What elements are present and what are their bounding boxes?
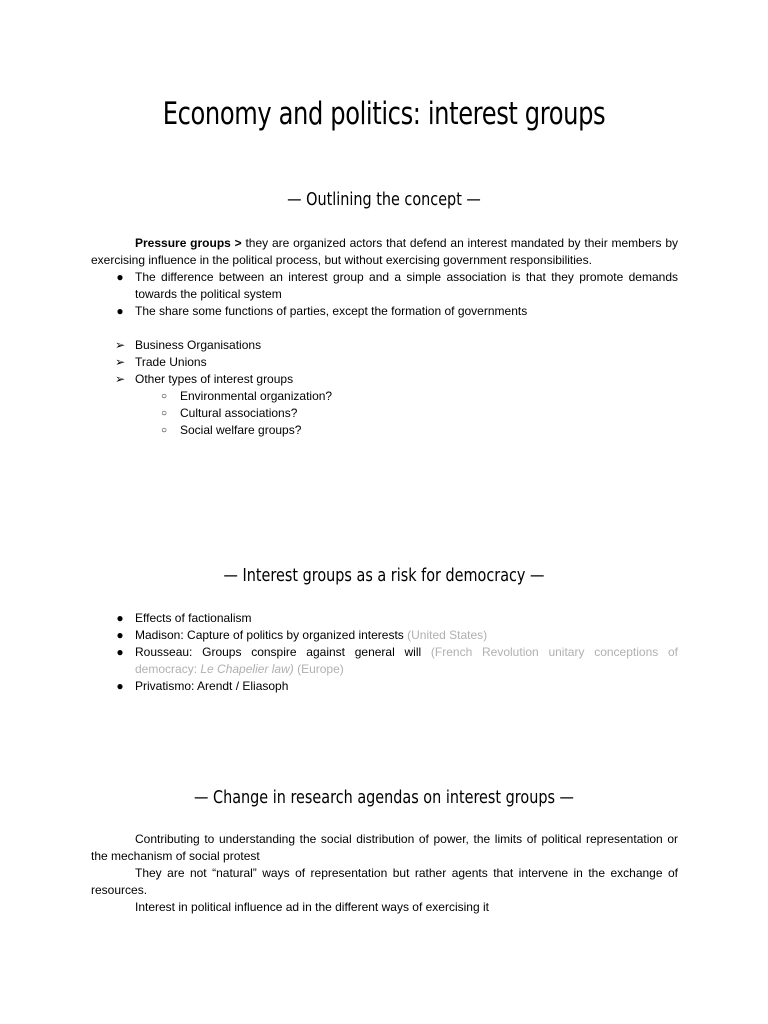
bullet-icon: ●: [116, 270, 124, 284]
list-item-text: The share some functions of parties, except the formation of governments: [135, 304, 528, 318]
list-item-text: Privatismo: Arendt / Eliasoph: [135, 679, 289, 693]
list-item-text: Other types of interest groups: [135, 372, 294, 386]
section-democracy-body: [91, 610, 678, 695]
region-note: (French Revolution unitary conceptions of democracy:: [135, 645, 678, 676]
arrow-icon: ➢: [114, 372, 126, 386]
bullet-icon: ●: [116, 304, 124, 318]
list-item: [91, 337, 678, 354]
circle-bullet-icon: ○: [160, 408, 168, 419]
document-title: Economy and politics: interest groups: [162, 96, 606, 132]
list-item: [91, 678, 678, 695]
circle-bullet-icon: ○: [160, 391, 168, 402]
spacer: [91, 320, 678, 337]
concept-bullet-list: [91, 269, 678, 320]
research-paragraph: Contributing to understanding the social distribution of power, the limits of political representation or the mechanism of social protest: [91, 832, 678, 863]
list-item-text: Effects of factionalism: [135, 611, 252, 625]
bullet-icon: ●: [116, 645, 124, 659]
list-item-text: Trade Unions: [135, 355, 207, 369]
region-note: (United States): [407, 628, 488, 642]
list-item: [91, 269, 678, 303]
section-heading-research-agendas: — Change in research agendas on interest groups —: [194, 787, 574, 808]
list-item: [91, 388, 678, 405]
other-types-sublist: [91, 388, 678, 439]
section-concept-body: [91, 235, 678, 439]
circle-bullet-icon: ○: [160, 425, 168, 436]
law-reference: Le Chapelier law): [200, 662, 294, 676]
list-item-text: Social welfare groups?: [180, 423, 302, 437]
list-item: [91, 371, 678, 388]
arrow-icon: ➢: [114, 338, 126, 352]
definition-term: Pressure groups >: [135, 236, 242, 250]
bullet-icon: ●: [116, 679, 124, 693]
group-types-list: [91, 337, 678, 388]
list-item-text: The difference between an interest group and a simple association is that they promote demands towards the political system: [135, 270, 678, 301]
region-note: (Europe): [293, 662, 344, 676]
research-paragraph: Interest in political influence ad in the different ways of exercising it: [135, 900, 489, 914]
section-heading-concept: — Outlining the concept —: [287, 189, 481, 210]
list-item-text: Business Organisations: [135, 338, 262, 352]
list-item: [91, 405, 678, 422]
bullet-icon: ●: [116, 628, 124, 642]
list-item: [91, 422, 678, 439]
list-item: [91, 303, 678, 320]
democracy-risk-list: [91, 610, 678, 695]
list-item: [91, 627, 678, 644]
list-item-text: Environmental organization?: [180, 389, 333, 403]
arrow-icon: ➢: [114, 355, 126, 369]
list-item-text: Madison: Capture of politics by organized interests: [135, 628, 408, 642]
research-paragraph: They are not “natural” ways of representation but rather agents that intervene in the exchange of resources.: [91, 866, 678, 897]
list-item-text: Rousseau: Groups conspire against general will: [135, 645, 431, 659]
section-research-body: [91, 831, 678, 916]
definition-text: they are organized actors that defend an interest mandated by their members by exercising influence in the political process, but without exercising government responsibilities.: [91, 236, 678, 267]
list-item-text: Cultural associations?: [180, 406, 298, 420]
list-item: [91, 610, 678, 627]
definition-paragraph: [91, 235, 678, 269]
list-item: [91, 644, 678, 678]
section-heading-democracy-risk: — Interest groups as a risk for democracy —: [223, 565, 545, 586]
bullet-icon: ●: [116, 611, 124, 625]
list-item: [91, 354, 678, 371]
